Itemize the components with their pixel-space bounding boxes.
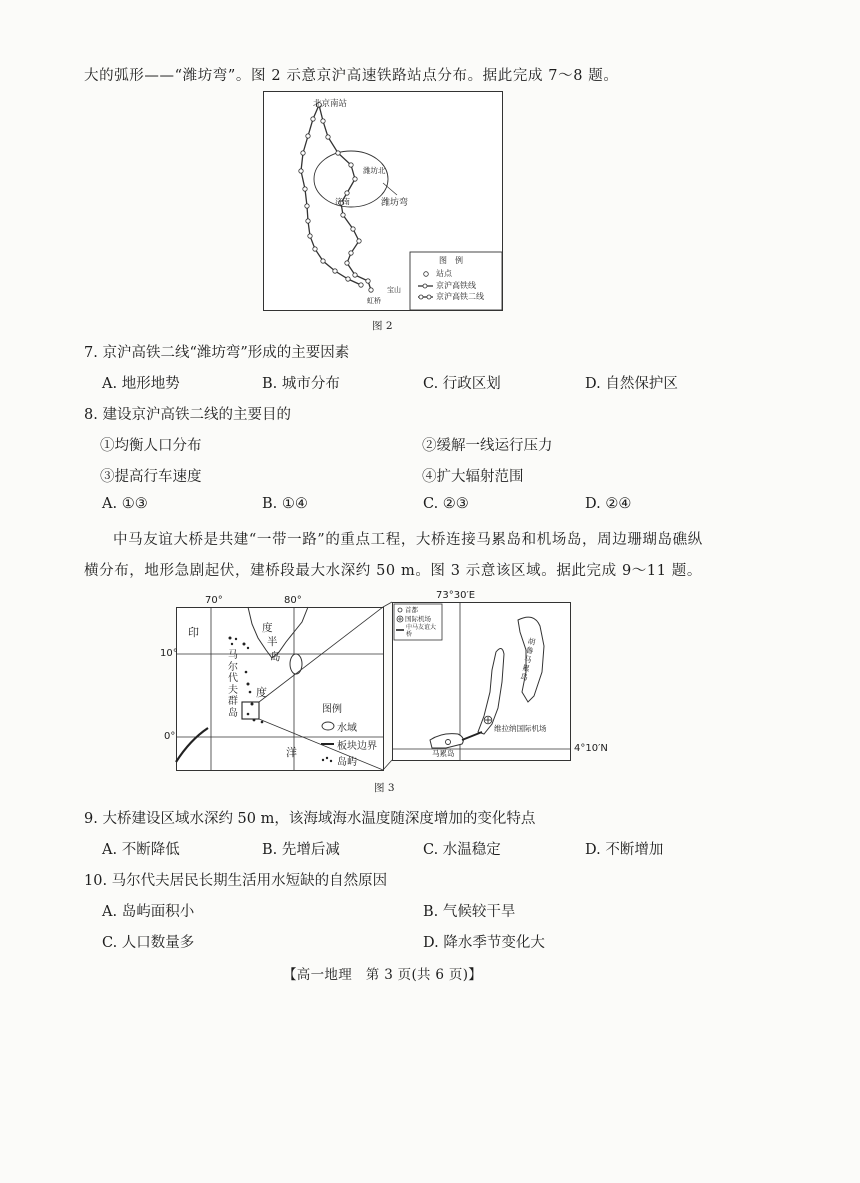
label-ocean-du: 度 <box>256 686 267 699</box>
q8-statement-2: ②缓解一线运行压力 <box>422 438 553 454</box>
figure-3-maps <box>160 590 706 777</box>
label-lon-70: 70° <box>205 595 223 606</box>
figure-2-caption: 图 2 <box>372 320 393 332</box>
label-lat-4-10: 4°10′N <box>574 743 608 754</box>
q8-option-d[interactable]: D. ②④ <box>585 496 632 512</box>
page-footer: 【高一地理 第 3 页(共 6 页)】 <box>283 967 483 983</box>
q7-option-c[interactable]: C. 行政区划 <box>423 376 501 392</box>
label-lat-10: 10° <box>160 648 178 659</box>
label-jinan: 济南 <box>335 197 350 206</box>
legend-left-title: 图例 <box>322 704 342 715</box>
legend-line-2: 京沪高铁二线 <box>436 292 484 301</box>
q9-option-c[interactable]: C. 水温稳定 <box>423 842 501 858</box>
label-lon-73-30: 73°30′E <box>436 590 476 601</box>
legend-line-1: 京沪高铁线 <box>436 281 476 290</box>
legend-bridge: 中马友谊大桥 <box>406 624 437 638</box>
legend-water: 水域 <box>337 723 357 734</box>
label-maldives: 马 尔 代 夫 群 岛 <box>228 650 238 719</box>
question-9-stem: 9. 大桥建设区域水深约 50 m，该海域海水温度随深度增加的变化特点 <box>84 811 536 827</box>
label-hulhumale: 胡鲁马累岛 <box>519 636 537 683</box>
label-weifang-north: 潍坊北 <box>363 166 386 175</box>
label-peninsula-dao: 岛 <box>270 651 281 663</box>
q7-option-b[interactable]: B. 城市分布 <box>262 376 340 392</box>
q8-statement-4: ④扩大辐射范围 <box>422 469 524 485</box>
label-peninsula-du: 度 <box>262 622 273 634</box>
legend-station: 站点 <box>436 269 452 278</box>
figure-3-caption: 图 3 <box>374 782 395 794</box>
legend-capital: 首都 <box>405 606 418 614</box>
label-male-island: 马累岛 <box>432 749 455 758</box>
q10-option-b[interactable]: B. 气候较干旱 <box>423 904 516 920</box>
q10-option-c[interactable]: C. 人口数量多 <box>102 935 195 951</box>
label-lon-80: 80° <box>284 595 302 606</box>
q8-option-c[interactable]: C. ②③ <box>423 496 469 512</box>
q7-option-a[interactable]: A. 地形地势 <box>102 376 180 392</box>
q10-option-d[interactable]: D. 降水季节变化大 <box>423 935 545 951</box>
question-7-stem: 7. 京沪高铁二线“潍坊弯”形成的主要因素 <box>84 345 350 361</box>
legend-plate-boundary: 板块边界 <box>337 741 377 752</box>
q8-option-a[interactable]: A. ①③ <box>102 496 148 512</box>
label-velana-airport: 维拉纳国际机场 <box>494 724 547 733</box>
label-baoshan: 宝山 <box>387 286 401 294</box>
label-peninsula-ban: 半 <box>267 636 278 648</box>
q10-option-a[interactable]: A. 岛屿面积小 <box>102 904 195 920</box>
label-beijing-south: 北京南站 <box>313 99 348 109</box>
label-ocean-yang: 洋 <box>286 746 297 759</box>
legend-title: 图 例 <box>439 256 463 265</box>
intro-text-2-line-2: 横分布，地形急剧起伏，建桥段最大水深约 50 m。图 3 示意该区域。据此完成 9～11 题。 <box>84 563 702 579</box>
question-10-stem: 10. 马尔代夫居民长期生活用水短缺的自然原因 <box>84 873 388 889</box>
intro-text-1: 大的弧形——“潍坊弯”。图 2 示意京沪高速铁路站点分布。据此完成 7～8 题。 <box>84 68 619 84</box>
legend-island: 岛屿 <box>337 757 357 768</box>
q9-option-b[interactable]: B. 先增后减 <box>262 842 340 858</box>
figure-2-map <box>263 91 503 311</box>
legend-airport: 国际机场 <box>405 615 431 623</box>
intro-text-2-line-1: 中马友谊大桥是共建“一带一路”的重点工程，大桥连接马累岛和机场岛，周边珊瑚岛礁纵 <box>113 532 703 548</box>
q7-option-d[interactable]: D. 自然保护区 <box>585 376 678 392</box>
label-yin: 印 <box>188 626 199 639</box>
q9-option-d[interactable]: D. 不断增加 <box>585 842 664 858</box>
q9-option-a[interactable]: A. 不断降低 <box>102 842 180 858</box>
sri-lanka <box>290 654 302 674</box>
label-hongqiao: 虹桥 <box>367 297 381 305</box>
label-weifang-bend: 潍坊弯 <box>381 198 409 208</box>
label-lat-0: 0° <box>164 731 176 742</box>
q8-statement-3: ③提高行车速度 <box>100 469 202 485</box>
question-8-stem: 8. 建设京沪高铁二线的主要目的 <box>84 407 291 423</box>
q8-option-b[interactable]: B. ①④ <box>262 496 308 512</box>
q8-statement-1: ①均衡人口分布 <box>100 438 202 454</box>
